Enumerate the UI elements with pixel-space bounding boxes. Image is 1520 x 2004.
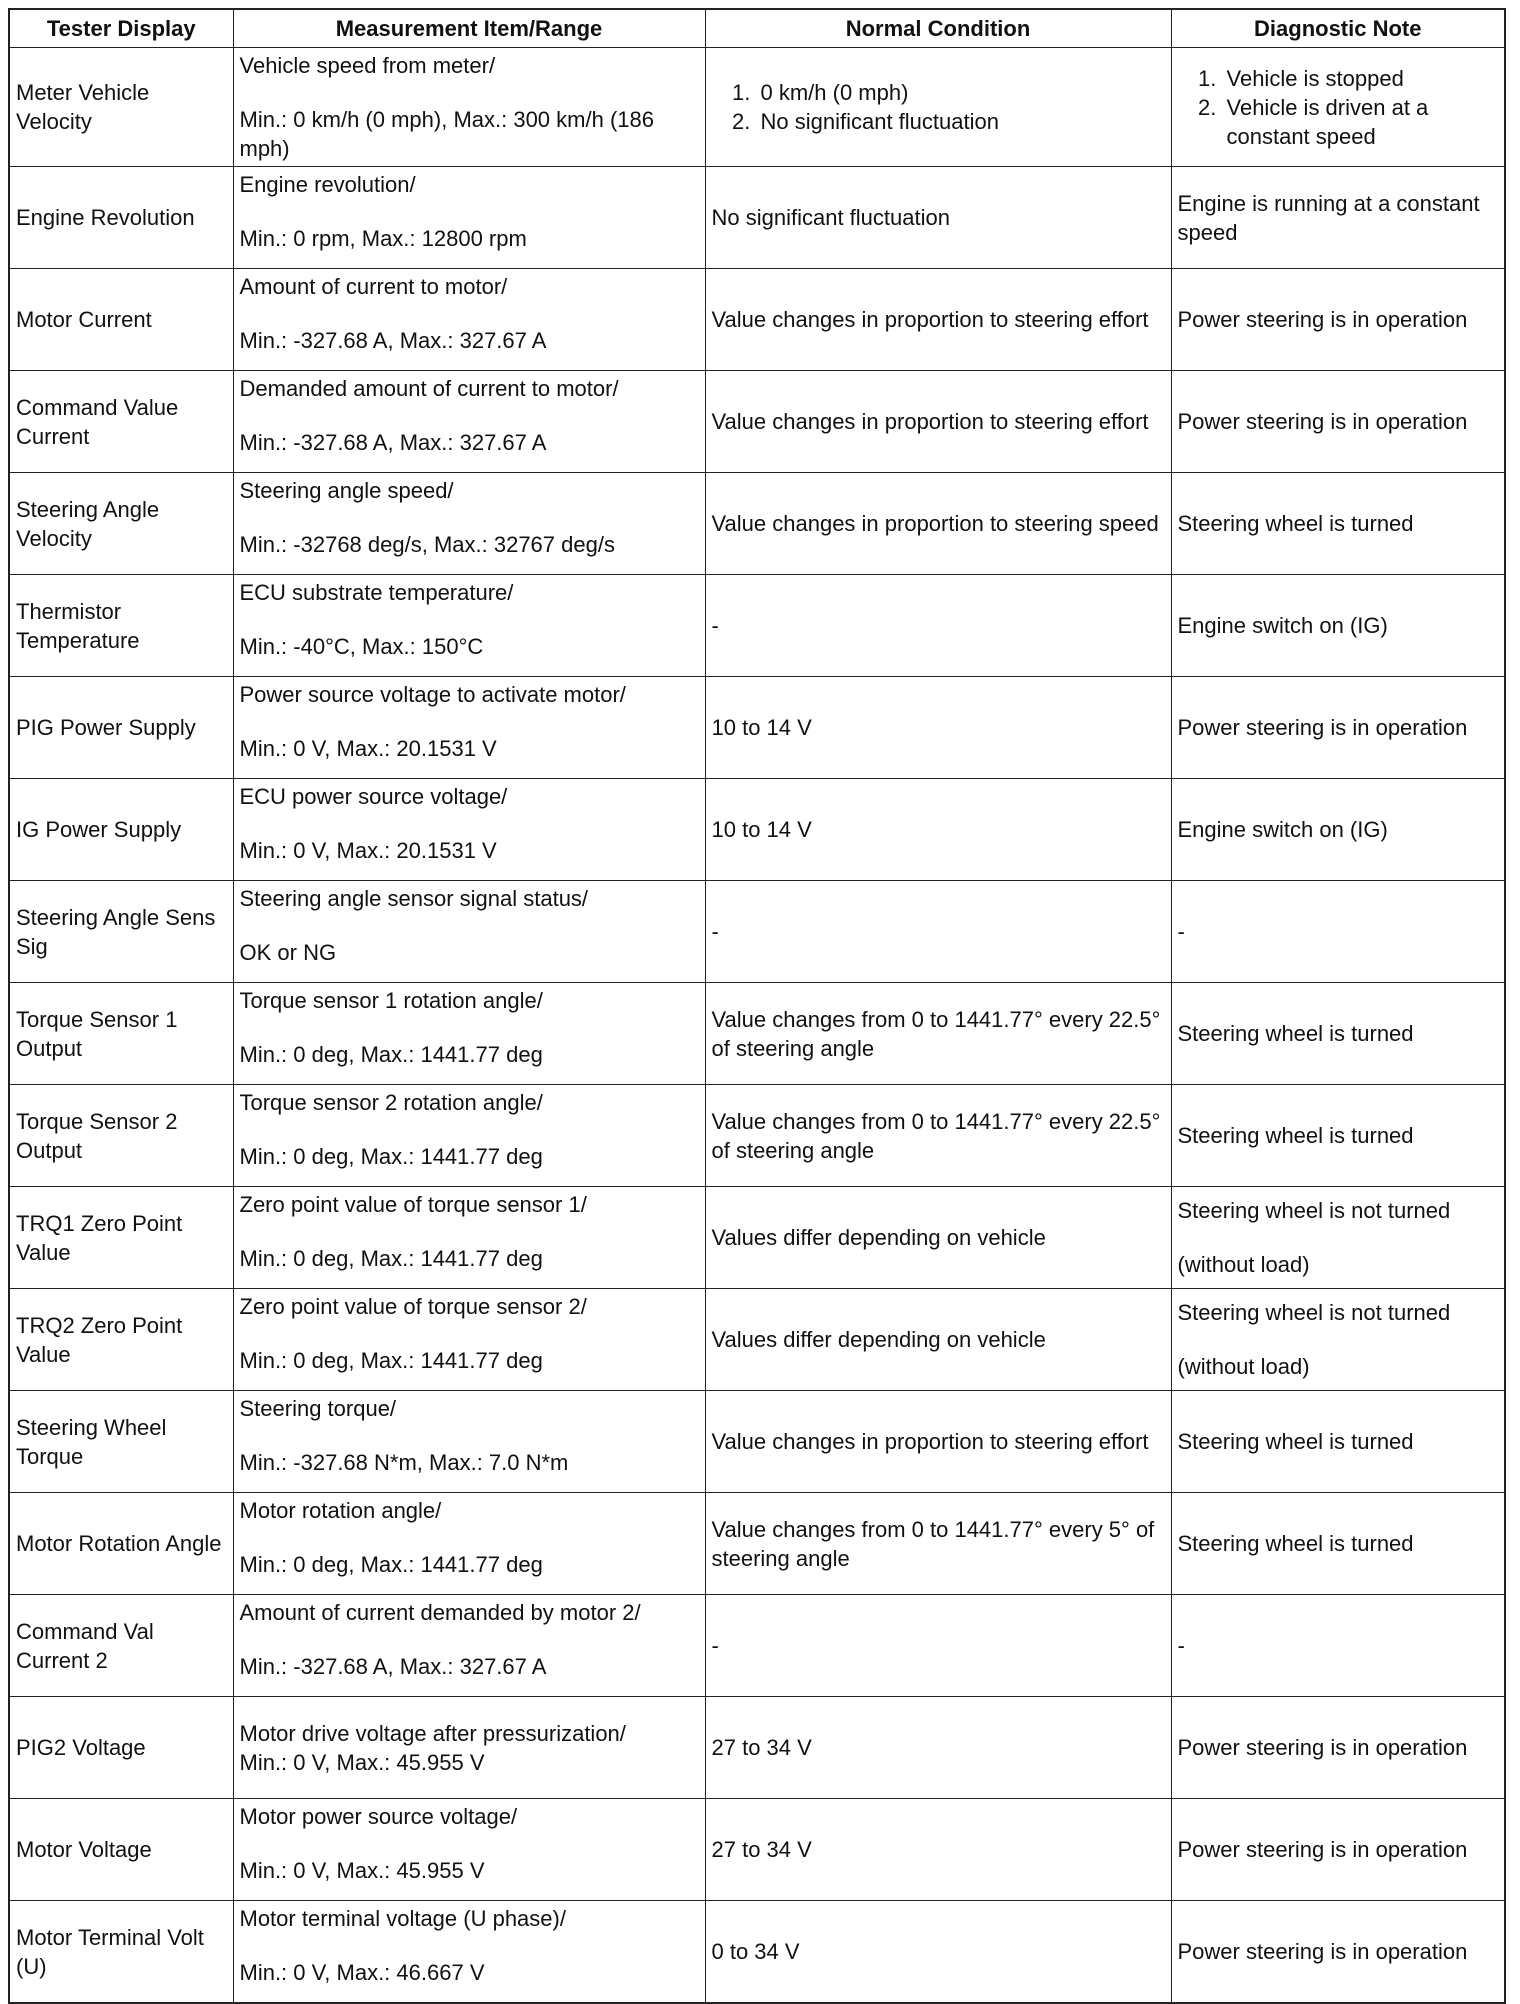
measurement-cell (233, 1493, 705, 1595)
measurement-item: Amount of current demanded by motor 2/ (239, 1600, 641, 1625)
measurement-cell (233, 881, 705, 983)
tester-display-cell: Motor Voltage (9, 1799, 233, 1901)
tester-display-cell: PIG Power Supply (9, 677, 233, 779)
table-row (9, 1289, 1505, 1391)
measurement-cell (233, 371, 705, 473)
table-row (9, 1187, 1505, 1289)
measurement-range: OK or NG (239, 940, 337, 965)
normal-condition-cell: Value changes in proportion to steering effort (705, 371, 1171, 473)
measurement-range: Min.: -327.68 A, Max.: 327.67 A (239, 1654, 547, 1679)
measurement-cell (233, 779, 705, 881)
diagnostic-note-cell: Steering wheel is turned (1171, 1391, 1505, 1493)
measurement-cell (233, 473, 705, 575)
measurement-item: Motor power source voltage/ (239, 1804, 518, 1829)
measurement-cell (233, 1085, 705, 1187)
header-diagnostic-note: Diagnostic Note (1171, 9, 1505, 48)
table-header-row (9, 9, 1505, 48)
diagnostic-note-cell (1171, 1187, 1505, 1289)
normal-condition-cell: - (705, 575, 1171, 677)
diagnostic-note-cell: Power steering is in operation (1171, 677, 1505, 779)
measurement-range: Min.: 0 rpm, Max.: 12800 rpm (239, 226, 527, 251)
table-row (9, 779, 1505, 881)
measurement-range: Min.: -327.68 A, Max.: 327.67 A (239, 430, 547, 455)
measurement-item: Steering angle speed/ (239, 478, 454, 503)
data-list-table (8, 8, 1506, 2004)
tester-display-cell: TRQ2 Zero Point Value (9, 1289, 233, 1391)
diagnostic-note-line: (without load) (1177, 1354, 1310, 1379)
measurement-range: Min.: 0 deg, Max.: 1441.77 deg (239, 1042, 543, 1067)
diagnostic-note-line: Steering wheel is not turned (1177, 1300, 1451, 1325)
table-row (9, 1901, 1505, 2004)
list-item: 2. Vehicle is driven at a constant speed (1223, 93, 1499, 151)
data-list-sheet (8, 8, 1504, 2004)
measurement-cell (233, 1901, 705, 2004)
normal-condition-cell: - (705, 1595, 1171, 1697)
normal-condition-cell: Value changes in proportion to steering speed (705, 473, 1171, 575)
measurement-cell (233, 1187, 705, 1289)
header-normal-condition: Normal Condition (705, 9, 1171, 48)
table-row (9, 1391, 1505, 1493)
measurement-range: Min.: 0 deg, Max.: 1441.77 deg (239, 1552, 543, 1577)
diagnostic-note-cell: - (1171, 881, 1505, 983)
normal-condition-list (712, 78, 1165, 136)
table-row (9, 1799, 1505, 1901)
normal-condition-cell: 10 to 14 V (705, 677, 1171, 779)
normal-condition-cell: 27 to 34 V (705, 1799, 1171, 1901)
normal-condition-cell: Value changes from 0 to 1441.77° every 22.5° of steering angle (705, 983, 1171, 1085)
measurement-range: Min.: 0 V, Max.: 20.1531 V (239, 838, 497, 863)
table-row (9, 1595, 1505, 1697)
measurement-item: Zero point value of torque sensor 2/ (239, 1294, 587, 1319)
table-row (9, 983, 1505, 1085)
tester-display-cell: Meter Vehicle Velocity (9, 48, 233, 167)
diagnostic-note-cell (1171, 1289, 1505, 1391)
table-row (9, 1697, 1505, 1799)
measurement-item: Demanded amount of current to motor/ (239, 376, 619, 401)
measurement-range: Min.: 0 km/h (0 mph), Max.: 300 km/h (186 mph) (239, 107, 654, 161)
measurement-cell (233, 48, 705, 167)
tester-display-cell: Steering Wheel Torque (9, 1391, 233, 1493)
normal-condition-cell: Value changes from 0 to 1441.77° every 22.5° of steering angle (705, 1085, 1171, 1187)
diagnostic-note-cell: Engine is running at a constant speed (1171, 167, 1505, 269)
measurement-cell (233, 1799, 705, 1901)
list-item: 2. No significant fluctuation (757, 107, 1165, 136)
tester-display-cell: Engine Revolution (9, 167, 233, 269)
tester-display-cell: IG Power Supply (9, 779, 233, 881)
measurement-item: Steering angle sensor signal status/ (239, 886, 589, 911)
measurement-item: Torque sensor 1 rotation angle/ (239, 988, 543, 1013)
diagnostic-note-cell: Steering wheel is turned (1171, 1085, 1505, 1187)
normal-condition-cell: Values differ depending on vehicle (705, 1289, 1171, 1391)
tester-display-cell: Motor Current (9, 269, 233, 371)
measurement-cell (233, 1391, 705, 1493)
measurement-range: Min.: -40°C, Max.: 150°C (239, 634, 484, 659)
tester-display-cell: TRQ1 Zero Point Value (9, 1187, 233, 1289)
tester-display-cell: Command Value Current (9, 371, 233, 473)
normal-condition-cell: Value changes in proportion to steering effort (705, 1391, 1171, 1493)
table-row (9, 1493, 1505, 1595)
normal-condition-cell: Value changes from 0 to 1441.77° every 5° of steering angle (705, 1493, 1171, 1595)
normal-condition-cell: 27 to 34 V (705, 1697, 1171, 1799)
measurement-cell (233, 575, 705, 677)
diagnostic-note-cell: Steering wheel is turned (1171, 473, 1505, 575)
tester-display-cell: Steering Angle Sens Sig (9, 881, 233, 983)
diagnostic-note-cell: Engine switch on (IG) (1171, 779, 1505, 881)
diagnostic-note-cell: Engine switch on (IG) (1171, 575, 1505, 677)
measurement-range: Min.: 0 V, Max.: 45.955 V (239, 1858, 485, 1883)
measurement-item: Zero point value of torque sensor 1/ (239, 1192, 587, 1217)
tester-display-cell: Torque Sensor 1 Output (9, 983, 233, 1085)
normal-condition-cell: Values differ depending on vehicle (705, 1187, 1171, 1289)
measurement-range: Min.: -327.68 N*m, Max.: 7.0 N*m (239, 1450, 569, 1475)
diagnostic-note-cell: Power steering is in operation (1171, 1901, 1505, 2004)
tester-display-cell: Thermistor Temperature (9, 575, 233, 677)
tester-display-cell: Steering Angle Velocity (9, 473, 233, 575)
tester-display-cell: PIG2 Voltage (9, 1697, 233, 1799)
measurement-range: Min.: -32768 deg/s, Max.: 32767 deg/s (239, 532, 615, 557)
diagnostic-note-cell: Power steering is in operation (1171, 371, 1505, 473)
table-row (9, 1085, 1505, 1187)
measurement-item: Steering torque/ (239, 1396, 397, 1421)
diagnostic-note-cell: - (1171, 1595, 1505, 1697)
measurement-item: Power source voltage to activate motor/ (239, 682, 626, 707)
list-item: 1. Vehicle is stopped (1223, 64, 1499, 93)
measurement-item: Motor rotation angle/ (239, 1498, 442, 1523)
diagnostic-note-line: Steering wheel is not turned (1177, 1198, 1451, 1223)
list-item: 1. 0 km/h (0 mph) (757, 78, 1165, 107)
tester-display-cell: Motor Terminal Volt (U) (9, 1901, 233, 2004)
measurement-range: Min.: 0 deg, Max.: 1441.77 deg (239, 1348, 543, 1373)
diagnostic-note-cell: Steering wheel is turned (1171, 1493, 1505, 1595)
tester-display-cell: Motor Rotation Angle (9, 1493, 233, 1595)
diagnostic-note-cell: Power steering is in operation (1171, 1799, 1505, 1901)
measurement-range: Min.: -327.68 A, Max.: 327.67 A (239, 328, 547, 353)
diagnostic-note-cell: Power steering is in operation (1171, 1697, 1505, 1799)
table-row (9, 371, 1505, 473)
diagnostic-note-list (1178, 64, 1499, 151)
measurement-cell (233, 983, 705, 1085)
normal-condition-cell: Value changes in proportion to steering effort (705, 269, 1171, 371)
table-row (9, 167, 1505, 269)
measurement-range: Min.: 0 deg, Max.: 1441.77 deg (239, 1246, 543, 1271)
normal-condition-cell: 10 to 14 V (705, 779, 1171, 881)
measurement-item: Vehicle speed from meter/ (239, 53, 496, 78)
measurement-range: Min.: 0 V, Max.: 46.667 V (239, 1960, 485, 1985)
table-row (9, 677, 1505, 779)
measurement-item: ECU power source voltage/ (239, 784, 508, 809)
diagnostic-note-cell: Power steering is in operation (1171, 269, 1505, 371)
measurement-cell (233, 269, 705, 371)
measurement-range: Min.: 0 V, Max.: 20.1531 V (239, 736, 497, 761)
measurement-cell (233, 1697, 705, 1799)
measurement-cell (233, 1289, 705, 1391)
measurement-cell (233, 167, 705, 269)
diagnostic-note-cell (1171, 48, 1505, 167)
header-tester-display: Tester Display (9, 9, 233, 48)
table-row (9, 881, 1505, 983)
diagnostic-note-cell: Steering wheel is turned (1171, 983, 1505, 1085)
measurement-item: Motor terminal voltage (U phase)/ (239, 1906, 566, 1931)
measurement-cell (233, 1595, 705, 1697)
tester-display-cell: Command Val Current 2 (9, 1595, 233, 1697)
measurement-range: Min.: 0 deg, Max.: 1441.77 deg (239, 1144, 543, 1169)
measurement-item: Torque sensor 2 rotation angle/ (239, 1090, 543, 1115)
diagnostic-note-line: (without load) (1177, 1252, 1310, 1277)
normal-condition-cell (705, 48, 1171, 167)
measurement-cell (233, 677, 705, 779)
table-row (9, 575, 1505, 677)
measurement-item: Amount of current to motor/ (239, 274, 508, 299)
tester-display-cell: Torque Sensor 2 Output (9, 1085, 233, 1187)
measurement-range: Min.: 0 V, Max.: 45.955 V (239, 1749, 485, 1775)
table-row (9, 473, 1505, 575)
normal-condition-cell: No significant fluctuation (705, 167, 1171, 269)
measurement-item: ECU substrate temperature/ (239, 580, 514, 605)
normal-condition-cell: 0 to 34 V (705, 1901, 1171, 2004)
table-row (9, 48, 1505, 167)
measurement-item: Motor drive voltage after pressurization/ (239, 1720, 626, 1746)
table-row (9, 269, 1505, 371)
normal-condition-cell: - (705, 881, 1171, 983)
measurement-item: Engine revolution/ (239, 172, 416, 197)
header-measurement-item: Measurement Item/Range (233, 9, 705, 48)
